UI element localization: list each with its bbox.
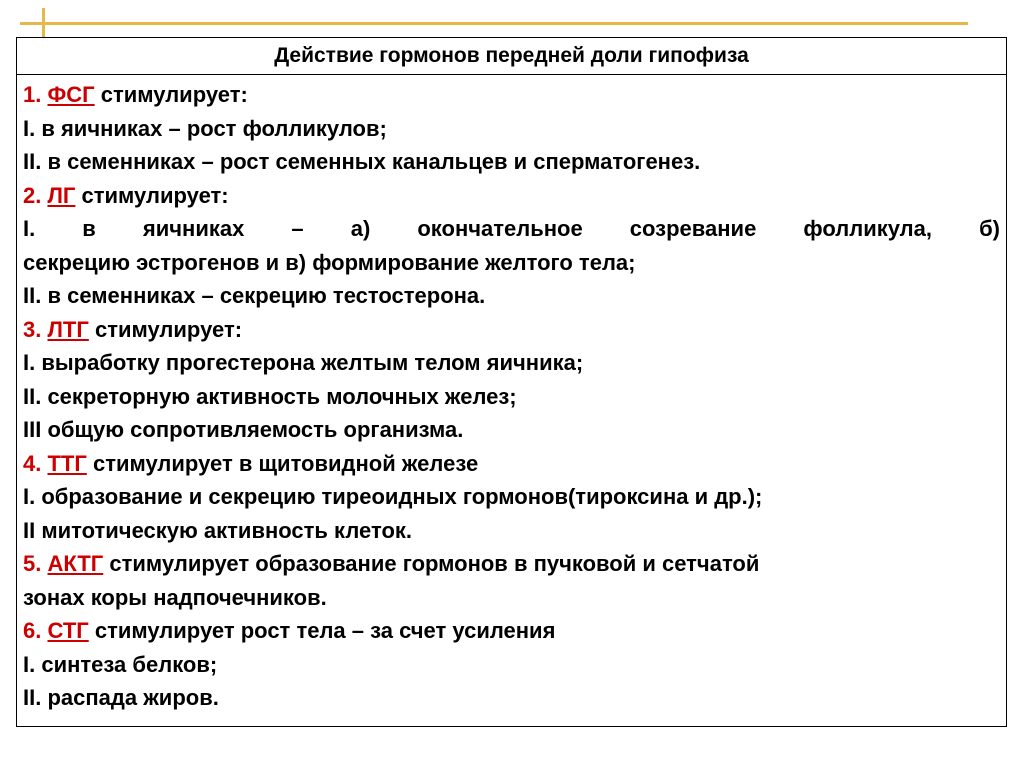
- hormone-abbr-acth: АКТГ: [47, 551, 104, 576]
- section-number: 6.: [23, 618, 42, 643]
- section-heading-text: стимулирует:: [94, 82, 248, 107]
- hormone-abbr-lh: ЛГ: [47, 182, 76, 208]
- section-item: III общую сопротивляемость организма.: [23, 417, 464, 442]
- section-item: II митотическую активность клеток.: [23, 517, 413, 543]
- hormone-abbr-tsh: ТТГ: [47, 450, 87, 476]
- section-item: зонах коры надпочечников.: [23, 584, 327, 610]
- hormone-abbr-stg: СТГ: [47, 618, 89, 643]
- section-item: I. в яичниках – рост фолликулов;: [23, 115, 387, 141]
- section-item: секрецию эстрогенов и в) формирование желтого тела;: [23, 249, 636, 275]
- section-heading-fsh: [23, 78, 1000, 112]
- section-heading-stg: [23, 614, 1000, 648]
- section-heading-lh: [23, 179, 1000, 213]
- section-number: 2.: [23, 182, 42, 208]
- hormone-table: [16, 37, 1007, 727]
- section-heading-text: стимулирует в щитовидной железе: [86, 450, 479, 476]
- section-item: II. секреторную активность молочных желез;: [23, 383, 517, 409]
- section-item: I. синтеза белков;: [23, 651, 218, 677]
- section-item: II. распада жиров.: [23, 685, 219, 710]
- section-item: II. в семенниках – секрецию тестостерона.: [23, 283, 486, 308]
- decor-line-top: [20, 22, 968, 25]
- section-heading-text: стимулирует образование гормонов в пучковой и сетчатой: [103, 551, 760, 576]
- section-heading-acth: [23, 547, 1000, 581]
- section-item: II. в семенниках – рост семенных канальцев и сперматогенез.: [23, 149, 701, 174]
- section-heading-tsh: [23, 447, 1000, 481]
- section-number: 1.: [23, 82, 42, 107]
- section-number: 5.: [23, 551, 42, 576]
- section-heading-text: стимулирует:: [88, 316, 243, 342]
- section-heading-ltg: [23, 313, 1000, 347]
- hormone-abbr-ltg: ЛТГ: [47, 316, 89, 342]
- section-number: 3.: [23, 316, 42, 342]
- section-item: I. образование и секрецию тиреоидных гормонов(тироксина и др.);: [23, 484, 763, 509]
- hormone-abbr-fsh: ФСГ: [47, 82, 95, 107]
- section-heading-text: стимулирует:: [75, 182, 229, 208]
- section-item: I. в яичниках – а) окончательное созревание фолликула, б): [23, 216, 1000, 241]
- section-heading-text: стимулирует рост тела – за счет усиления: [88, 618, 556, 643]
- section-item: I. выработку прогестерона желтым телом яичника;: [23, 350, 584, 375]
- table-body: [17, 75, 1006, 715]
- section-number: 4.: [23, 450, 42, 476]
- table-title: Действие гормонов передней доли гипофиза: [17, 38, 1006, 75]
